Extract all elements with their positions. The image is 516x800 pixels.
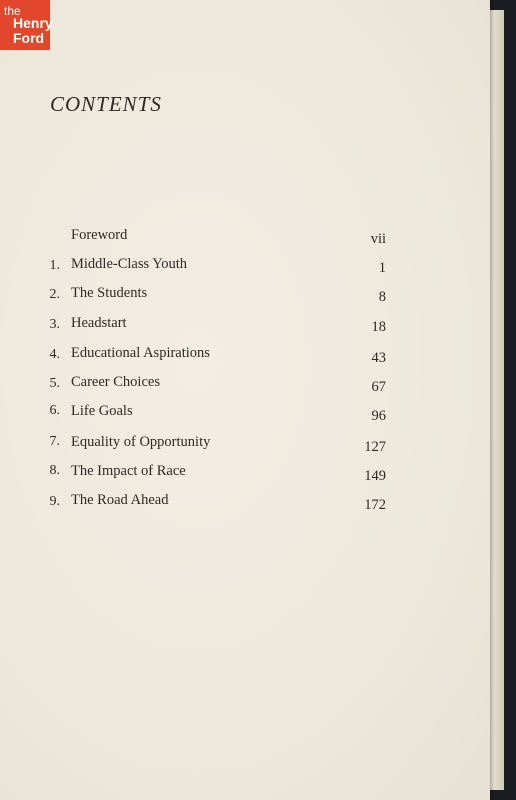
entry-title: Life Goals [71,403,133,419]
toc-entry [0,345,490,369]
entry-number: 8. [49,463,60,478]
entry-title: The Impact of Race [71,463,186,479]
entry-title: Middle-Class Youth [71,256,188,272]
toc-entry [0,315,490,339]
logo-line-the: the [4,4,21,18]
entry-title: Headstart [71,315,127,331]
entry-number: 6. [49,403,60,418]
entry-page: 1 [378,260,386,276]
entry-page: 18 [371,319,386,335]
entry-title: The Road Ahead [71,492,169,508]
logo-line-ford: Ford [13,30,45,46]
toc-entry [0,434,490,458]
entry-number: 7. [49,434,60,449]
toc-entry [0,492,490,516]
entry-number: 9. [49,494,60,509]
toc-entry [0,463,490,487]
entry-title: Career Choices [71,374,160,390]
toc-entry [0,227,490,251]
logo-line-henry: Henry [13,15,53,31]
entry-page: 172 [364,497,386,513]
toc-entry [0,374,490,398]
entry-page: 43 [371,350,386,366]
entry-title: Equality of Opportunity [71,434,211,450]
entry-page: vii [370,231,386,247]
entry-number: 4. [49,347,60,362]
toc-entry [0,256,490,280]
page-title: CONTENTS [50,92,162,116]
entry-page: 67 [371,379,386,395]
entry-page: 149 [364,468,386,484]
entry-title: The Students [71,285,148,301]
entry-page: 8 [378,289,386,305]
entry-title: Educational Aspirations [71,345,210,361]
entry-title: Foreword [71,227,128,243]
toc-entry [0,403,490,427]
entry-number: 5. [49,376,60,391]
entry-number: 2. [49,287,60,302]
entry-number: 3. [49,317,60,332]
entry-number: 1. [49,258,60,273]
toc-entry [0,285,490,309]
entry-page: 127 [364,439,386,455]
henry-ford-logo [0,0,53,50]
entry-page: 96 [371,408,386,424]
